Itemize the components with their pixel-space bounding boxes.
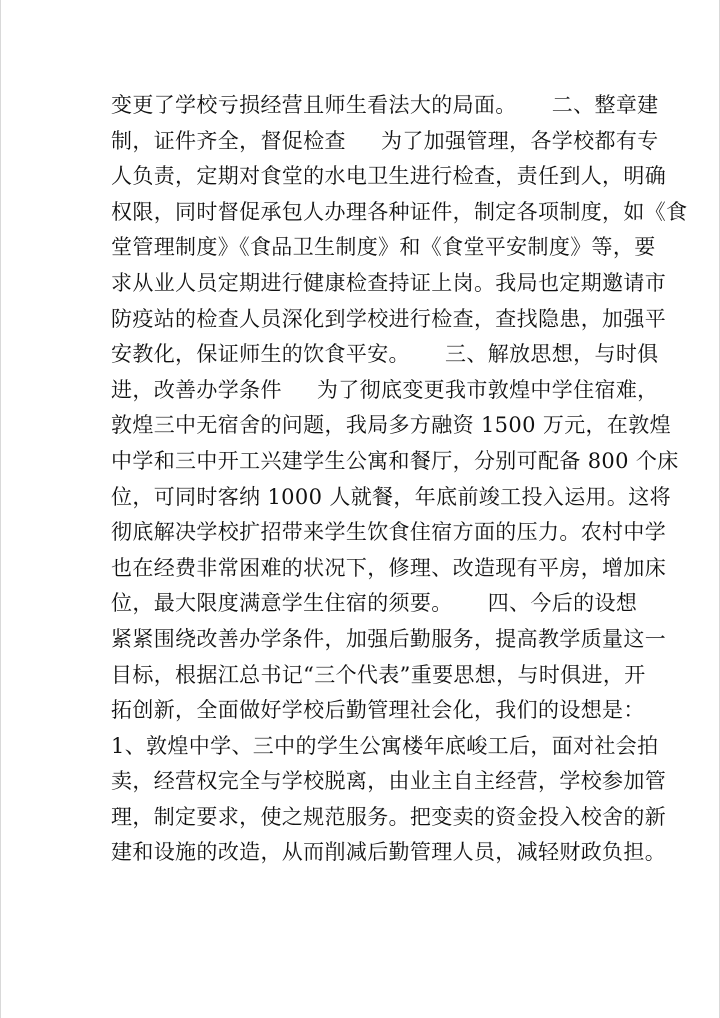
text-line-14: 也在经费非常困难的状况下，修理、改造现有平房，增加床 (111, 555, 667, 580)
text-line-10: 敦煌三中无宿舍的问题，我局多方融资 1500 万元，在敦煌 (111, 413, 671, 438)
text-line-17: 目标，根据江总书记“三个代表”重要思想，与时俱进，开 (111, 662, 646, 687)
text-line-22: 建和设施的改造，从而削减后勤管理人员，减轻财政负担。 (111, 840, 667, 865)
text-line-18: 拓创新，全面做好学校后勤管理社会化，我们的设想是： (111, 698, 645, 723)
text-line-20: 卖，经营权完全与学校脱离，由业主自主经营，学校参加管 (111, 769, 667, 794)
text-line-16: 紧紧围绕改善办学条件，加强后勤服务，提高教学质量这一 (111, 626, 667, 651)
text-line-13: 彻底解决学校扩招带来学生饮食住宿方面的压力。农村中学 (111, 520, 667, 545)
text-line-4: 权限，同时督促承包人办理各种证件，制定各项制度，如《食 (111, 199, 688, 224)
text-line-9: 进，改善办学条件 为了彻底变更我市敦煌中学住宿难， (111, 377, 659, 402)
text-line-1: 变更了学校亏损经营且师生看法大的局面。 二、整章建 (111, 93, 659, 117)
text-line-8: 安教化，保证师生的饮食平安。 三、解放思想，与时俱 (111, 342, 659, 367)
text-line-15: 位，最大限度满意学生住宿的须要。 四、今后的设想 (111, 591, 638, 616)
text-line-3: 人负责，定期对食堂的水电卫生进行检查，责任到人，明确 (111, 164, 667, 189)
text-line-7: 防疫站的检查人员深化到学校进行检查，查找隐患，加强平 (111, 306, 667, 331)
text-line-6: 求从业人员定期进行健康检查持证上岗。我局也定期邀请市 (111, 270, 667, 295)
text-line-19: 1、敦煌中学、三中的学生公寓楼年底峻工后，面对社会拍 (111, 733, 659, 758)
text-line-12: 位，可同时客纳 1000 人就餐，年底前竣工投入运用。这将 (111, 484, 671, 509)
text-line-21: 理，制定要求，使之规范服务。把变卖的资金投入校舍的新 (111, 804, 667, 829)
text-line-5: 堂管理制度》《食品卫生制度》和《食堂平安制度》等，要 (111, 235, 656, 260)
text-line-2: 制，证件齐全，督促检查 为了加强管理，各学校都有专 (111, 128, 659, 153)
text-line-11: 中学和三中开工兴建学生公寓和餐厅，分别可配备 800 个床 (111, 448, 679, 473)
document-body (111, 88, 688, 871)
